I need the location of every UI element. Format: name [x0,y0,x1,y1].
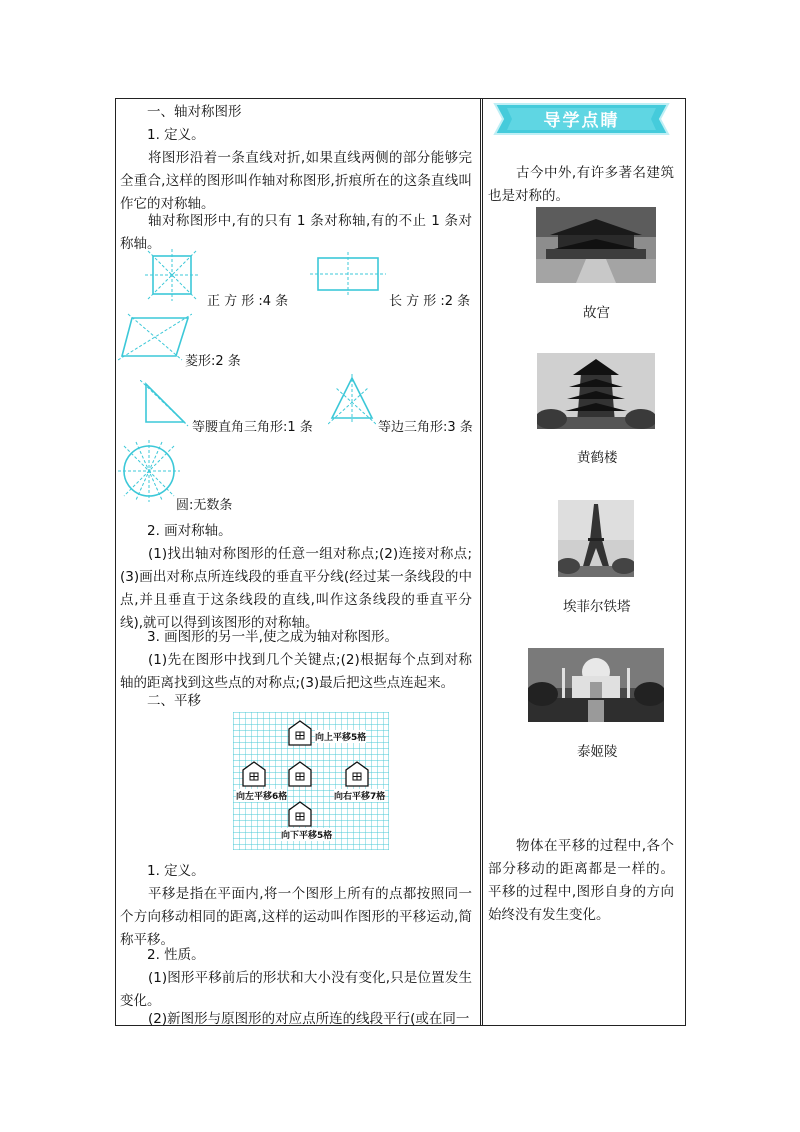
yellow-crane-tower-photo [537,353,655,429]
label-equilateral-triangle: 等边三角形:3 条 [378,420,473,435]
label-rectangle: 长 方 形 :2 条 [389,294,471,309]
label-isosceles-right-triangle: 等腰直角三角形:1 条 [192,420,313,435]
circle-figure [118,440,180,502]
paragraph-property-2: (2)新图形与原图形的对应点所连的线段平行(或在同一 [148,1011,470,1026]
caption-eiffel-tower: 埃菲尔铁塔 [563,599,631,615]
label-circle: 圆:无数条 [176,498,233,513]
paragraph-axis-count: 轴对称图形中,有的只有 1 条对称轴,有的不止 1 条对称轴。 [120,213,472,252]
paragraph-draw-axis: (1)找出轴对称图形的任意一组对称点;(2)连接对称点;(3)画出对称点所连线段的垂直平分线(经过某一条线段的中点,并且垂直于这条线段的直线,叫作这条线段的垂直平分线),就可以得到该图形的对称轴。 [120,546,472,631]
house-icon [345,761,369,787]
house-icon [288,720,312,746]
subheading-translation-definition: 1. 定义。 [147,863,205,879]
square-figure [145,249,199,301]
label-square: 正 方 形 :4 条 [207,294,289,309]
subheading-draw-axis: 2. 画对称轴。 [147,523,232,539]
caption-taj-mahal: 泰姬陵 [577,744,618,760]
section-heading-axis-symmetry: 一、轴对称图形 [147,104,242,120]
caption-forbidden-city: 故宫 [583,305,610,321]
grid-label-down: 向下平移5格 [281,828,332,841]
paragraph-translation-note: 物体在平移的过程中,各个部分移动的距离都是一样的。平移的过程中,图形自身的方向始终没有发生变化。 [488,838,674,923]
subheading-definition: 1. 定义。 [147,127,205,143]
subheading-properties: 2. 性质。 [147,947,205,963]
grid-label-left: 向左平移6格 [236,789,287,802]
subheading-draw-half: 3. 画图形的另一半,使之成为轴对称图形。 [147,629,398,645]
paragraph-translation-definition: 平移是指在平面内,将一个图形上所有的点都按照同一个方向移动相同的距离,这样的运动叫作图形的平移运动,简称平移。 [120,886,472,948]
paragraph-intro: 古今中外,有许多著名建筑也是对称的。 [488,165,674,204]
taj-mahal-photo [528,648,664,722]
grid-label-right: 向右平移7格 [334,789,385,802]
equilateral-triangle-figure [328,374,376,426]
house-icon [288,801,312,827]
paragraph-property-1: (1)图形平移前后的形状和大小没有变化,只是位置发生变化。 [120,970,472,1009]
section-heading-translation: 二、平移 [147,693,201,709]
rhombus-figure [118,312,192,362]
isosceles-right-triangle-figure [140,380,190,428]
caption-yellow-crane-tower: 黄鹤楼 [577,450,618,466]
paragraph-draw-half: (1)先在图形中找到几个关键点;(2)根据每个点到对称轴的距离找到这些点的对称点;(3)最后把这些点连起来。 [120,652,472,691]
grid-label-up: 向上平移5格 [315,730,366,743]
column-divider [480,98,483,1026]
guide-banner-title: 导学点睛 [543,111,620,131]
house-icon [242,761,266,787]
eiffel-tower-photo [558,500,634,577]
forbidden-city-photo [536,207,656,283]
paragraph-definition: 将图形沿着一条直线对折,如果直线两侧的部分能够完全重合,这样的图形叫作轴对称图形,折痕所在的这条直线叫作它的对称轴。 [120,150,472,212]
label-rhombus: 菱形:2 条 [185,354,241,369]
house-icon [288,761,312,787]
rectangle-figure [310,252,386,296]
